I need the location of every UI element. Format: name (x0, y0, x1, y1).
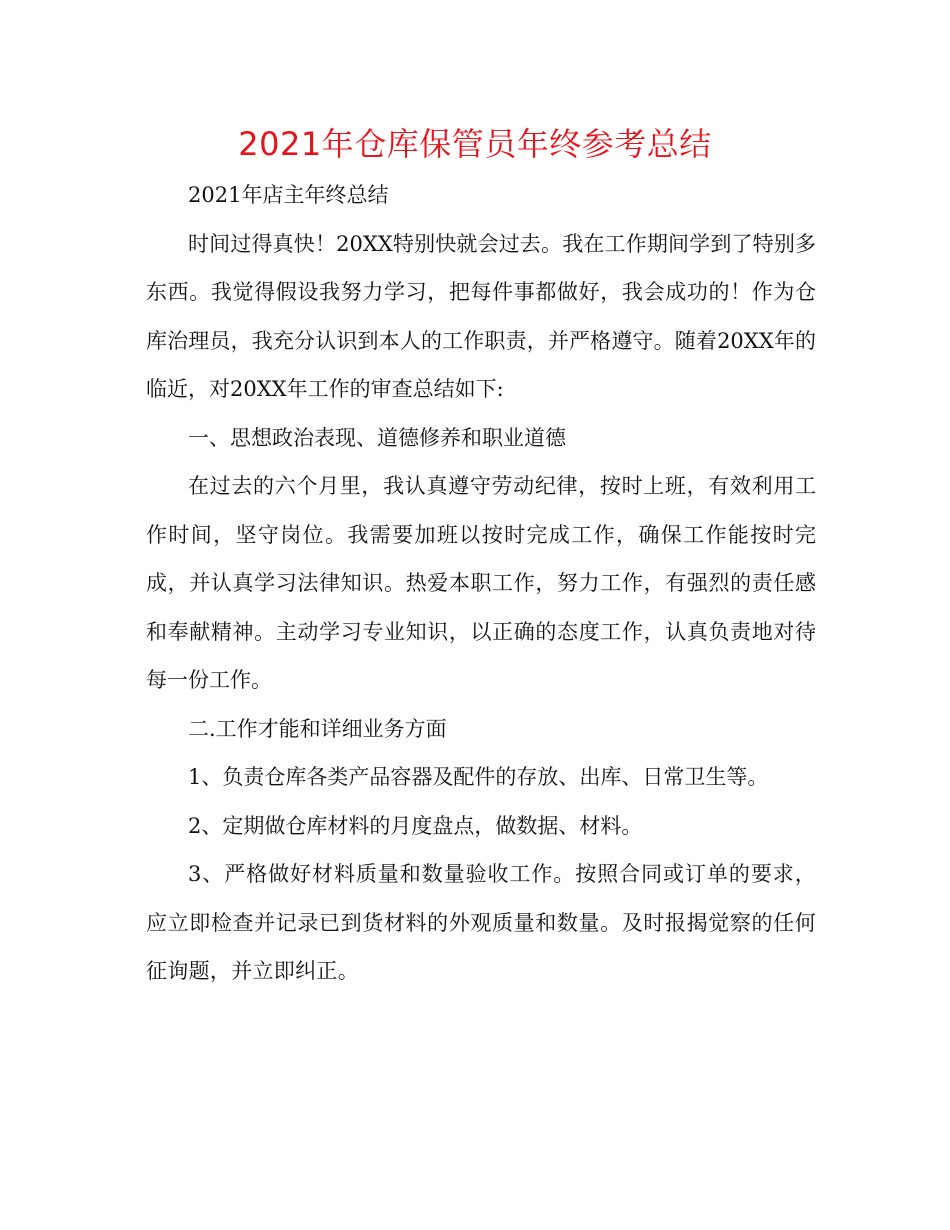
paragraph-item-1: 1、负责仓库各类产品容器及配件的存放、出库、日常卫生等。 (188, 765, 769, 789)
paragraph-item-3: 3、严格做好材料质量和数量验收工作。按照合同或订单的要求，应立即检查并记录已到货材料的外观质量和数量。及时报揭觉察的任何征询题，并立即纠正。 (146, 862, 816, 983)
paragraph-section-1: 在过去的六个月里，我认真遵守劳动纪律，按时上班，有效利用工作时间，坚守岗位。我需要加班以按时完成工作，确保工作能按时完成，并认真学习法律知识。热爱本职工作，努力工作，有强烈的责任感和奉献精神。主动学习专业知识，以正确的态度工作，认真负责地对待每一份工作。 (146, 474, 816, 692)
document-title: 2021年仓库保管员年终参考总结 (238, 125, 712, 163)
paragraph-item-2: 2、定期做仓库材料的月度盘点，做数据、材料。 (188, 813, 643, 838)
paragraph-heading-2: 二.工作才能和详细业务方面 (188, 716, 447, 741)
document-body (146, 171, 816, 996)
paragraph-subtitle: 2021年店主年终总结 (188, 183, 389, 207)
paragraph-intro: 时间过得真快！20XX特别快就会过去。我在工作期间学到了特别多东西。我觉得假设我努力学习，把每件事都做好，我会成功的！作为仓库治理员，我充分认识到本人的工作职责，并严格遵守。随着20XX年的临近，对20XX年工作的审查总结如下: (146, 231, 816, 401)
paragraph-heading-1: 一、思想政治表现、道德修养和职业道德 (188, 425, 566, 450)
